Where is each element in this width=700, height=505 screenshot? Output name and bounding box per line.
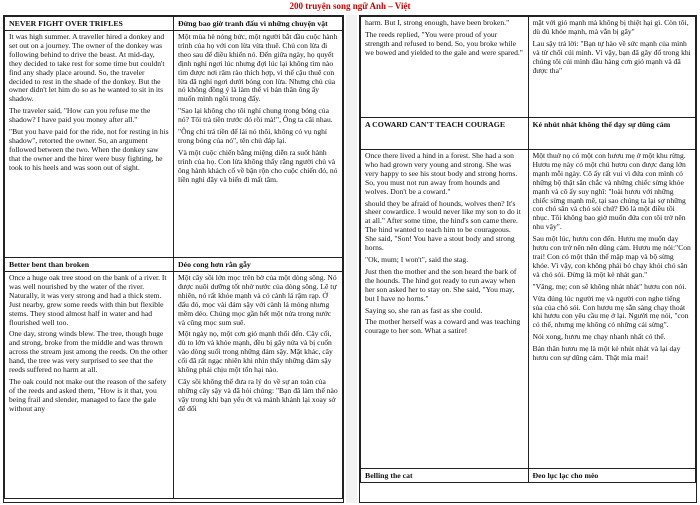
paragraph: Cây sồi không thể đưa ra lý do về sự an toàn của những cây sậy và đã hỏi chúng: "Bạn đã làm thế nào vậy trong khi bạn yếu ớt và mảnh khảnh lại xoay sở để đối <box>178 376 338 413</box>
story2-title-vi: Dẻo cong hơn rằn gẫy <box>174 258 343 272</box>
story2-continued-en <box>361 17 529 118</box>
story1-body-row <box>5 31 343 258</box>
paragraph: One day, strong winds blew. The tree, though huge and strong, broke from the middle and was thrown across the stream just among the reeds. On the other hand, the tree was very surprised to see that the reeds suffered no harm at all. <box>9 329 168 375</box>
story1-body-en <box>5 31 174 258</box>
story2-continued-row <box>361 17 696 118</box>
paragraph: harm. But I, strong enough, have been broken." <box>365 19 510 27</box>
paragraph: The mother herself was a coward and was teaching courage to her son. What a satire! <box>365 317 521 336</box>
story3-title-vi: Kẻ nhút nhát không thể dạy sự dũng cảm <box>528 118 696 150</box>
paragraph: It was high summer. A traveller hired a donkey and set out on a journey. The owner of the donkey was following behind to drive the beast. At mid-day, they decided to take rest for some time but couldn't find any shady place around. So, the traveler decided to rest in the shade of the donkey. But the owner didn't let him do so as he wanted to sit in its shadow. <box>9 33 165 104</box>
story4-title-vi: Đeo lục lạc cho mèo <box>528 469 696 483</box>
paragraph: Lau sậy trả lời: "Bạn tự hào về sức mạnh của mình và từ chối cúi mình. Vì vậy, bạn đã gãy đổ trong khi chúng tôi cúi mình đầu hàng cơn gió mạnh và đã được tha" <box>532 38 691 75</box>
paragraph: Bản thân hươu mẹ là một kẻ nhút nhát và lại dạy hươu con sự dũng cảm. Thật mỉa mai! <box>532 344 681 363</box>
paragraph: Một mùa hè nóng bức, một người bắt đầu cuộc hành trình của họ với con lừa vừa thuê. Chủ con lừa đi theo sau để điều khiển nó. Đến giữa ngày, họ quyết định nghỉ ngơi lúc nhưng đợi lúc lại không tìm nào tìm được nơi râm rào thích hợp, vì thế cậu thuê con lừa đã nghỉ ngơi dưới bóng con lừa. Nhưng chủ của nó không đồng ý là làm thế vì bản thân ông ấy muốn mình ngồi trong đấy. <box>178 33 338 104</box>
paragraph: Once there lived a hind in a forest. She had a son who had grown very young and strong. She was very happy to see his stout body and strong horns. So, you must not run away from hounds and wolves. Don't be a coward." <box>365 152 518 196</box>
story3-title-en: A COWARD CAN'T TEACH COURAGE <box>361 118 529 150</box>
paragraph: Once a huge oak tree stood on the bank of a river. It was well nourished by the water of the river. Naturally, it was very strong and had a thick stem. Just nearby, grew some reeds with thin but flexible stems. They stood almost half in water and had flourished well too. <box>9 274 167 327</box>
paragraph: "But you have paid for the ride, not for resting in his shadow", retorted the owner. So, an argument followed between the two. When the donkey saw that the owner and the hirer were busy fighting, he took to his heels and was soon out of sight. <box>9 127 169 172</box>
paragraph: The oak could not make out the reason of the safety of the reeds and asked them, "How is it that, you being frail and slender, managed to face the gale without any <box>9 376 167 413</box>
story3-body-en <box>361 150 529 469</box>
paragraph: The traveler said, "How can you refuse me the shadow? I have paid you money after all." <box>9 106 151 125</box>
left-page <box>3 15 344 503</box>
page-header: 200 truyện song ngữ Anh – Việt <box>289 1 411 11</box>
paragraph: "Vâng, mẹ; con sẽ không nhát nhát" hươu con nói. <box>532 281 687 291</box>
story1-body-vi <box>174 31 343 258</box>
paragraph: "Ông chỉ trả tiền để lái nó thôi, không có vụ nghỉ trong bóng của nó", tên chủ đáp lại. <box>178 127 328 145</box>
paragraph: Một cây sồi lớn mọc trên bờ của một dòng sông. Nó được nuôi dưỡng tốt nhờ nước của dòng sông. Lẽ tự nhiên, nó rất khỏe mạnh và có cành lá rậm rạp. Ở đấu đó, mọc vài đám sậy với cành lá mỏng nhưng mềm dẻo. Chúng mọc gần hết một nửa trong nước và cũng mọc sum suê. <box>178 274 337 327</box>
story1-title-vi: Đừng bao giờ tranh đấu vì những chuyện vặt <box>174 17 343 31</box>
story2-title-en: Better bent than broken <box>5 258 174 272</box>
story2-body-en <box>5 272 174 499</box>
right-page <box>359 15 697 503</box>
paragraph: Và một cuộc chiến bằng miệng diễn ra suốt hành trình của họ. Con lừa không thấy rằng người chủ và ông hành khách cố về bận rộn cho cuộc chiến đó, nó liền nghỉ đây và biến đi mất tăm. <box>178 147 338 184</box>
story1-title-row <box>5 17 343 31</box>
story2-body-vi <box>174 272 343 499</box>
paragraph: Sau một lúc, hươu con đến. Hươu mẹ muốn dạy hươu con trở nên nên dũng cảm. Hươu mẹ nói:"Con trai! Con có một thân thể mập mạp và bộ sừng khỏe. Vì vậy, con không phải bỏ chạy khỏi chó săn và chó sói. Đừng là một kẻ nhát gan." <box>532 234 691 279</box>
paragraph: Just then the mother and the son heard the bark of the hounds. The hind got ready to run away when her son asked her to stay on. She said, "You may, but I have no horns." <box>365 266 517 303</box>
paragraph: "Sao lại không cho tôi nghỉ chung trong bóng của nó? Tôi trả tiền trước đó rồi mà!", Ông ta cãi nhau. <box>178 106 333 125</box>
story3-body-row <box>361 150 696 469</box>
paragraph: Một ngày nọ, một cơn gió mạnh thổi đến. Cây cối, dù to lớn và khỏe mạnh, đều bị gãy nửa và bị cuốn vào dòng suối trong những đám sậy. Mặt khác, cây cối đã rất ngạc nhiên khi nhìn thấy những đám sậy không phải chịu một tổn hại nào. <box>178 329 333 375</box>
page-gutter <box>346 15 357 503</box>
story4-title-row <box>361 469 696 483</box>
story4-title-en: Belling the cat <box>361 469 529 483</box>
paragraph: The reeds replied, "You were proud of your strength and refused to bend. So, you broke while we bowed and yielded to the gale and were spared." <box>365 29 523 57</box>
paragraph: Một thuở nọ có một con hươu mẹ ở một khu rừng. Hươu mẹ này có một chú hươu con được đang lớn mạnh mỗi ngày. Cô ấy rất vui vì đứa con mình có những bộ thật săn chắc và những chiếc sừng khỏe mạnh và cô ấy suy nghĩ: "loài hươu với những chiếc sừng mạnh mẽ, tại sao chúng ta lại sợ những con chó săn và chó sói chứ? Đó là một điều tồi nhục. Tôi không bao giờ muốn đứa con tôi trở nên nhu vậy". <box>532 152 686 232</box>
story-table-left <box>4 16 343 499</box>
story2-body-row <box>5 272 343 499</box>
story2-continued-vi <box>528 17 696 118</box>
story-table-right <box>360 16 696 483</box>
paragraph: Nói xong, hươu mẹ chạy nhanh nhất có thể. <box>532 332 666 342</box>
paragraph: "Ok, mum; I won't", said the stag. <box>365 254 469 264</box>
story3-body-vi <box>528 150 696 469</box>
story1-title-en: NEVER FIGHT OVER TRIFLES <box>5 17 174 31</box>
paragraph: should they be afraid of hounds, wolves then? It's sheer cowardice. I would never like my son to do it at all." After some time, the hind's son came there. The hind wanted to teach him to be courageous. She said, "Son! You have a stout body and strong horns. <box>365 198 521 253</box>
paragraph: Vừa đúng lúc người mẹ và người con nghe tiếng sủa của chó sói. Con hươu mẹ sẵn sàng chạy thoát khi hươu con yêu cầu mẹ ở lại. Người mẹ nói, "con có thể, nhưng mẹ không có những cái sừng". <box>532 293 689 330</box>
paragraph: mặt với gió mạnh mà không bị thiệt hại gì. Còn tôi, dù đủ khỏe mạnh, mà vẫn bị gãy" <box>532 19 689 36</box>
story2-title-row <box>5 258 343 272</box>
paragraph: Saying so, she ran as fast as she could. <box>365 305 483 315</box>
story3-title-row <box>361 118 696 150</box>
